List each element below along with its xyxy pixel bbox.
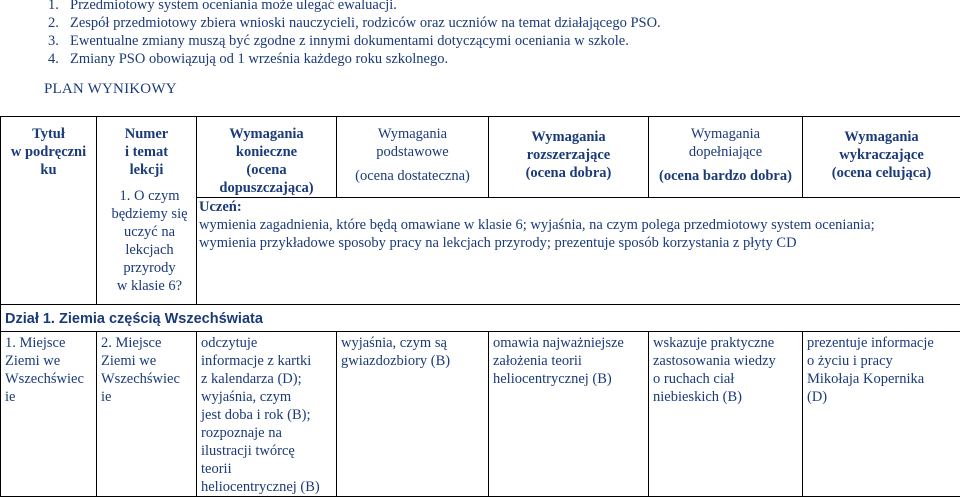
- requirements-table: [0, 116, 960, 497]
- header-lesson-column: Numer i temat lekcji 1. O czym będziemy się uczyć na lekcjach przyrody w klasie 6?: [97, 117, 197, 305]
- header-supplementary: Wymagania dopełniające (ocena bardzo dobra): [649, 117, 803, 198]
- intro-numbered-list: [48, 0, 948, 68]
- table-row: [1, 332, 960, 497]
- header-title-column: Tytuł w podręczni ku: [1, 117, 97, 305]
- header-basic: Wymagania podstawowe (ocena dostateczna): [337, 117, 489, 198]
- cell-required: odczytuje informacje z kartki z kalendarza (D); wyjaśnia, czym jest doba i rok (B); rozpoznaje na ilustracji twórcę teorii heliocentrycznej (B): [197, 332, 337, 497]
- section-row: [1, 305, 960, 332]
- list-item: 3. Ewentualne zmiany muszą być zgodne z innymi dokumentami dotyczącymi oceniania w szkole.: [48, 32, 948, 50]
- list-item: 2. Zespół przedmiotowy zbiera wnioski nauczycieli, rodziców oraz uczniów na temat działającego PSO.: [48, 14, 948, 32]
- list-item: 4. Zmiany PSO obowiązują od 1 września każdego roku szkolnego.: [48, 50, 948, 68]
- cell-title: 1. Miejsce Ziemi we Wszechświec ie: [1, 332, 97, 497]
- header-beyond: Wymagania wykraczające (ocena celująca): [803, 117, 960, 198]
- header-extended: Wymagania rozszerzające (ocena dobra): [489, 117, 649, 198]
- intro-description: Uczeń: wymienia zagadnienia, które będą omawiane w klasie 6; wyjaśnia, na czym polega przedmiotowy system oceniania; wymienia przykładowe sposoby pracy na lekcjach przyrody; prezentuje sposób korzystania z płyty CD: [197, 198, 960, 305]
- cell-supplementary: wskazuje praktyczne zastosowania wiedzy o ruchach ciał niebieskich (B): [649, 332, 803, 497]
- plan-title: PLAN WYNIKOWY: [44, 81, 177, 98]
- cell-lesson: 2. Miejsce Ziemi we Wszechświec ie: [97, 332, 197, 497]
- list-item: 1. Przedmiotowy system oceniania może ulegać ewaluacji.: [48, 0, 948, 14]
- cell-beyond: prezentuje informacje o życiu i pracy Mikołaja Kopernika (D): [803, 332, 960, 497]
- cell-extended: omawia najważniejsze założenia teorii heliocentrycznej (B): [489, 332, 649, 497]
- cell-basic: wyjaśnia, czym są gwiazdozbiory (B): [337, 332, 489, 497]
- intro-lesson-topic: 1. O czym będziemy się uczyć na lekcjach przyrody w klasie 6?: [97, 187, 196, 295]
- table-header-row: [1, 117, 960, 198]
- section-title: Dział 1. Ziemia częścią Wszechświata: [1, 305, 960, 332]
- header-basic-required: Wymagania konieczne (ocena dopuszczająca): [197, 117, 337, 198]
